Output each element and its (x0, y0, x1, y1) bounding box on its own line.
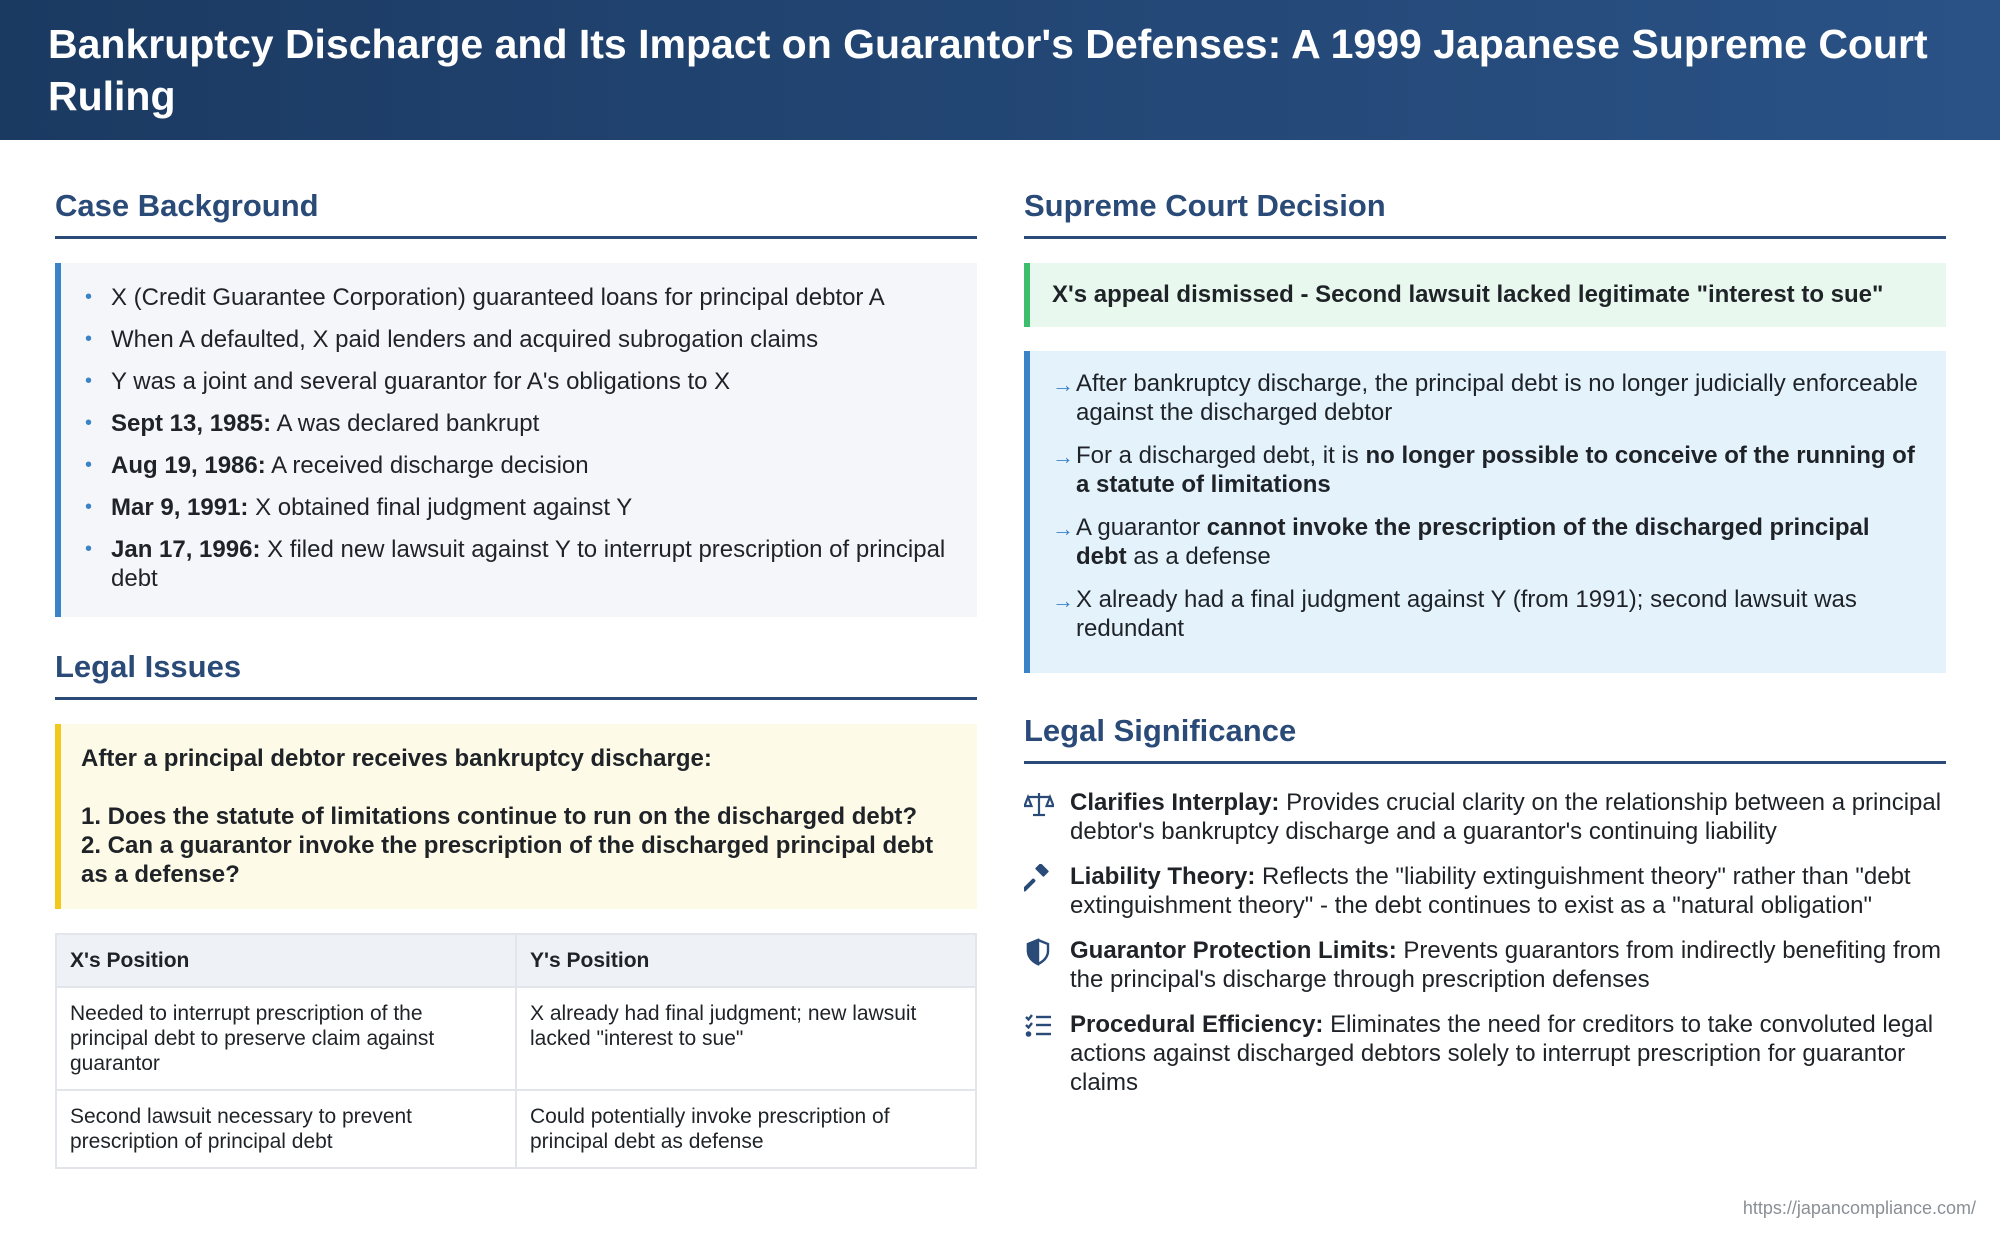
issue-question-2: 2. Can a guarantor invoke the prescription of the discharged principal debt as a defense? (81, 832, 934, 888)
background-item: • Aug 19, 1986: A received discharge decision (83, 451, 953, 480)
table-cell: Could potentially invoke prescription of principal debt as defense (516, 1090, 976, 1168)
reason-item: → A guarantor cannot invoke the prescription of the discharged principal debt as a defense (1052, 514, 1870, 570)
arrow-right-icon: → (1052, 372, 1074, 397)
table-header-row (56, 934, 976, 987)
background-item: • Jan 17, 1996: X filed new lawsuit against Y to interrupt prescription of principal debt (83, 535, 953, 593)
left-column (55, 188, 977, 1169)
table-row (56, 1090, 976, 1168)
significance-item: Liability Theory: Reflects the "liability extinguishment theory" rather than "debt extinguishment theory" - the debt continues to exist as a "natural obligation" (1024, 862, 1946, 920)
arrow-right-icon: → (1052, 588, 1074, 613)
significance-item: Procedural Efficiency: Eliminates the need for creditors to take convoluted legal actions against discharged debtors solely to interrupt prescription for guarantor claims (1024, 1010, 1946, 1097)
table-cell: Second lawsuit necessary to prevent prescription of principal debt (56, 1090, 516, 1168)
positions-table (55, 933, 977, 1169)
background-item: • Mar 9, 1991: X obtained final judgment against Y (83, 493, 953, 522)
arrow-right-icon: → (1052, 516, 1074, 541)
background-item: • Y was a joint and several guarantor for A's obligations to X (83, 367, 953, 396)
arrow-right-icon: → (1052, 444, 1074, 469)
page-title: Bankruptcy Discharge and Its Impact on Guarantor's Defenses: A 1999 Japanese Supreme Court Ruling (48, 21, 1928, 119)
legal-significance-heading: Legal Significance (1024, 713, 1946, 764)
y-position-header: Y's Position (516, 934, 976, 987)
case-background-heading: Case Background (55, 188, 977, 239)
reason-item: → After bankruptcy discharge, the principal debt is no longer judicially enforceable against the discharged debtor (1052, 370, 1918, 426)
background-item: • Sept 13, 1985: A was declared bankrupt (83, 409, 953, 438)
page-header (0, 0, 2000, 140)
gavel-icon (1024, 864, 1054, 892)
issue-question-1: 1. Does the statute of limitations continue to run on the discharged debt? (81, 803, 918, 830)
right-column (1024, 188, 1946, 1113)
reason-item: → For a discharged debt, it is no longer possible to conceive of the running of a statute of limitations (1052, 442, 1915, 498)
x-position-header: X's Position (56, 934, 516, 987)
decision-reasons-box (1024, 351, 1946, 673)
background-item: • X (Credit Guarantee Corporation) guaranteed loans for principal debtor A (83, 283, 953, 312)
significance-item: Clarifies Interplay: Provides crucial clarity on the relationship between a principal debtor's bankruptcy discharge and a guarantor's continuing liability (1024, 788, 1946, 846)
background-item: • When A defaulted, X paid lenders and acquired subrogation claims (83, 325, 953, 354)
table-cell: Needed to interrupt prescription of the principal debt to preserve claim against guarantor (56, 987, 516, 1090)
table-row (56, 987, 976, 1090)
case-background-box (55, 263, 977, 617)
timeline-date: Jan 17, 1996: (111, 536, 261, 563)
legal-issues-heading: Legal Issues (55, 649, 977, 700)
scale-icon (1024, 790, 1054, 818)
decision-heading: Supreme Court Decision (1024, 188, 1946, 239)
issues-intro: After a principal debtor receives bankruptcy discharge: (81, 745, 712, 772)
table-cell: X already had final judgment; new lawsuit lacked "interest to sue" (516, 987, 976, 1090)
timeline-date: Aug 19, 1986: (111, 452, 266, 479)
list-check-icon (1024, 1012, 1054, 1040)
source-url: https://japancompliance.com/ (1742, 1198, 1976, 1218)
legal-issues-box (55, 724, 977, 909)
timeline-date: Sept 13, 1985: (111, 410, 272, 437)
shield-icon (1024, 938, 1054, 966)
reason-item: → X already had a final judgment against Y (from 1991); second lawsuit was redundant (1052, 586, 1857, 642)
timeline-date: Mar 9, 1991: (111, 494, 249, 521)
decision-holding: X's appeal dismissed - Second lawsuit lacked legitimate "interest to sue" (1024, 263, 1946, 327)
significance-item: Guarantor Protection Limits: Prevents guarantors from indirectly benefiting from the principal's discharge through prescription defenses (1024, 936, 1946, 994)
